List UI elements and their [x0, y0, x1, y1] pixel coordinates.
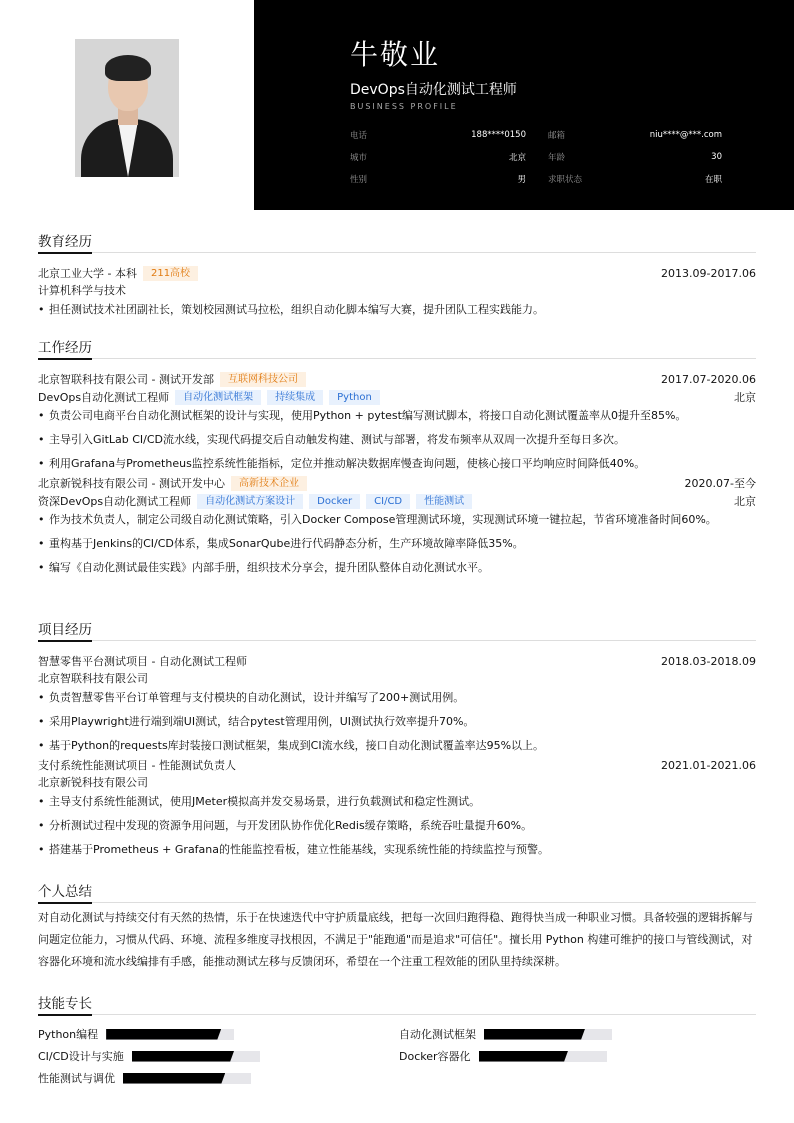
- info-row: [350, 124, 722, 146]
- info-label: 求职状态: [548, 175, 583, 185]
- section-title: 教育经历: [38, 232, 756, 253]
- skill-name: Docker容器化: [399, 1050, 471, 1063]
- projects-section: [38, 620, 756, 864]
- info-label: 城市: [350, 153, 368, 163]
- skill-tag: 持续集成: [267, 390, 323, 405]
- skill-name: 性能测试与调优: [38, 1072, 115, 1085]
- skill-item: [399, 1023, 612, 1045]
- skills-section: [38, 994, 756, 1091]
- job-city: 北京: [734, 495, 756, 508]
- header-panel: [254, 0, 794, 210]
- project-date: 2021.01-2021.06: [661, 758, 756, 772]
- school-name: 北京工业大学 - 本科: [38, 267, 137, 280]
- job-position-row: [38, 388, 756, 406]
- list-item: • 搭建基于Prometheus + Grafana的性能监控看板，建立性能基线，实现系统性能的持续监控与预警。: [38, 840, 756, 860]
- summary-text: 对自动化测试与持续交付有天然的热情，乐于在快速迭代中守护质量底线，把每一次回归跑得稳、跑得快当成一种职业习惯。具备较强的逻辑拆解与问题定位能力，习惯从代码、环境、流程多维度寻找根因，不满足于"能跑通"而是追求"可信任"。擅长用 Python 构建可维护的接口与管线测试，对容器化环境和流水线编排有手感，能推动测试左移与反馈闭环，希望在一个注重工程效能的团队里持续深耕。: [38, 911, 753, 968]
- skill-name: 自动化测试框架: [399, 1028, 476, 1041]
- company-tag: 互联网科技公司: [220, 372, 306, 387]
- project-header: [38, 756, 756, 774]
- section-title: 技能专长: [38, 994, 756, 1015]
- position: DevOps自动化测试工程师: [38, 391, 170, 404]
- info-label: 邮箱: [548, 131, 566, 141]
- skills-list: [38, 1021, 756, 1091]
- work-section: [38, 338, 756, 582]
- education-bullets: [38, 300, 756, 320]
- info-value: 30: [711, 152, 722, 162]
- info-label: 电话: [350, 131, 368, 141]
- info-value: 188****0150: [471, 130, 526, 140]
- skill-tag: Docker: [309, 494, 360, 509]
- project-company: 北京智联科技有限公司: [38, 672, 148, 685]
- job-position-row: [38, 492, 756, 510]
- job-title: DevOps自动化测试工程师: [350, 82, 517, 98]
- list-item: • 重构基于Jenkins的CI/CD体系，集成SonarQube进行代码静态分析，生产环境故障率降低35%。: [38, 534, 756, 554]
- contact-info: [350, 124, 722, 190]
- skill-name: CI/CD设计与实施: [38, 1050, 124, 1063]
- job-bullets: [38, 406, 756, 474]
- job-date: 2020.07-至今: [684, 477, 756, 490]
- job-header: [38, 474, 756, 492]
- summary-section: [38, 882, 756, 973]
- skill-bar: [106, 1029, 234, 1040]
- skill-item: [38, 1045, 260, 1067]
- company-name: 北京智联科技有限公司 - 测试开发部: [38, 373, 214, 386]
- skill-bar: [484, 1029, 612, 1040]
- job-bullets: [38, 510, 756, 578]
- list-item: • 主导引入GitLab CI/CD流水线，实现代码提交后自动触发构建、测试与部署，将发布频率从双周一次提升至每日多次。: [38, 430, 756, 450]
- skill-tag: 自动化测试方案设计: [197, 494, 303, 509]
- skill-item: [399, 1045, 607, 1067]
- skill-bar: [479, 1051, 607, 1062]
- project-header: [38, 652, 756, 670]
- info-row: [350, 168, 722, 190]
- info-label: 性别: [350, 175, 368, 185]
- major: 计算机科学与技术: [38, 284, 126, 297]
- skill-bar: [132, 1051, 260, 1062]
- info-row: [350, 146, 722, 168]
- list-item: • 基于Python的requests库封装接口测试框架，集成到CI流水线，接口自动化测试覆盖率达95%以上。: [38, 736, 756, 756]
- candidate-name: 牛敬业: [350, 38, 441, 71]
- project-bullets: [38, 688, 756, 756]
- company-tag: 高新技术企业: [231, 476, 307, 491]
- list-item: • 利用Grafana与Prometheus监控系统性能指标，定位并推动解决数据库慢查询问题，使核心接口平均响应时间降低40%。: [38, 454, 756, 474]
- section-title: 个人总结: [38, 882, 756, 903]
- skill-item: [38, 1023, 234, 1045]
- list-item: • 担任测试技术社团副社长，策划校园测试马拉松，组织自动化脚本编写大赛，提升团队工程实践能力。: [38, 300, 756, 320]
- skill-item: [38, 1067, 251, 1089]
- job-header: [38, 370, 756, 388]
- list-item: • 采用Playwright进行端到端UI测试，结合pytest管理用例，UI测试执行效率提升70%。: [38, 712, 756, 732]
- info-label: 年龄: [548, 153, 566, 163]
- school-tag: 211高校: [143, 266, 198, 281]
- list-item: • 分析测试过程中发现的资源争用问题，与开发团队协作优化Redis缓存策略，系统吞吐量提升60%。: [38, 816, 756, 836]
- info-value: 在职: [704, 175, 722, 185]
- info-value: 北京: [508, 153, 526, 163]
- education-section: [38, 232, 756, 324]
- project-date: 2018.03-2018.09: [661, 654, 756, 668]
- skill-tag: 自动化测试框架: [175, 390, 261, 405]
- list-item: • 主导支付系统性能测试，使用JMeter模拟高并发交易场景，进行负载测试和稳定性测试。: [38, 792, 756, 812]
- skill-tag: 性能测试: [416, 494, 472, 509]
- project-name: 支付系统性能测试项目 - 性能测试负责人: [38, 759, 236, 772]
- project-bullets: [38, 792, 756, 860]
- skill-tag: CI/CD: [366, 494, 410, 509]
- list-item: • 作为技术负责人，制定公司级自动化测试策略，引入Docker Compose管理测试环境，实现测试环境一键拉起，节省环境准备时间60%。: [38, 510, 756, 530]
- list-item: • 负责公司电商平台自动化测试框架的设计与实现，使用Python + pytest编写测试脚本，将接口自动化测试覆盖率从0提升至85%。: [38, 406, 756, 426]
- education-date: 2013.09-2017.06: [661, 266, 756, 280]
- education-header: [38, 264, 756, 282]
- info-value: niu****@***.com: [649, 130, 722, 140]
- list-item: • 负责智慧零售平台订单管理与支付模块的自动化测试，设计并编写了200+测试用例。: [38, 688, 756, 708]
- section-title: 工作经历: [38, 338, 756, 359]
- info-value: 男: [517, 175, 526, 185]
- skill-bar: [123, 1073, 251, 1084]
- header-subtitle: BUSINESS PROFILE: [350, 102, 458, 111]
- profile-photo: [75, 39, 179, 177]
- position: 资深DevOps自动化测试工程师: [38, 495, 192, 508]
- section-title: 项目经历: [38, 620, 756, 641]
- company-name: 北京新锐科技有限公司 - 测试开发中心: [38, 477, 225, 490]
- list-item: • 编写《自动化测试最佳实践》内部手册，组织技术分享会，提升团队整体自动化测试水平。: [38, 558, 756, 578]
- project-name: 智慧零售平台测试项目 - 自动化测试工程师: [38, 655, 247, 668]
- job-city: 北京: [734, 391, 756, 404]
- skill-tag: Python: [329, 390, 380, 405]
- skill-name: Python编程: [38, 1028, 99, 1041]
- job-date: 2017.07-2020.06: [661, 372, 756, 386]
- project-company: 北京新锐科技有限公司: [38, 776, 148, 789]
